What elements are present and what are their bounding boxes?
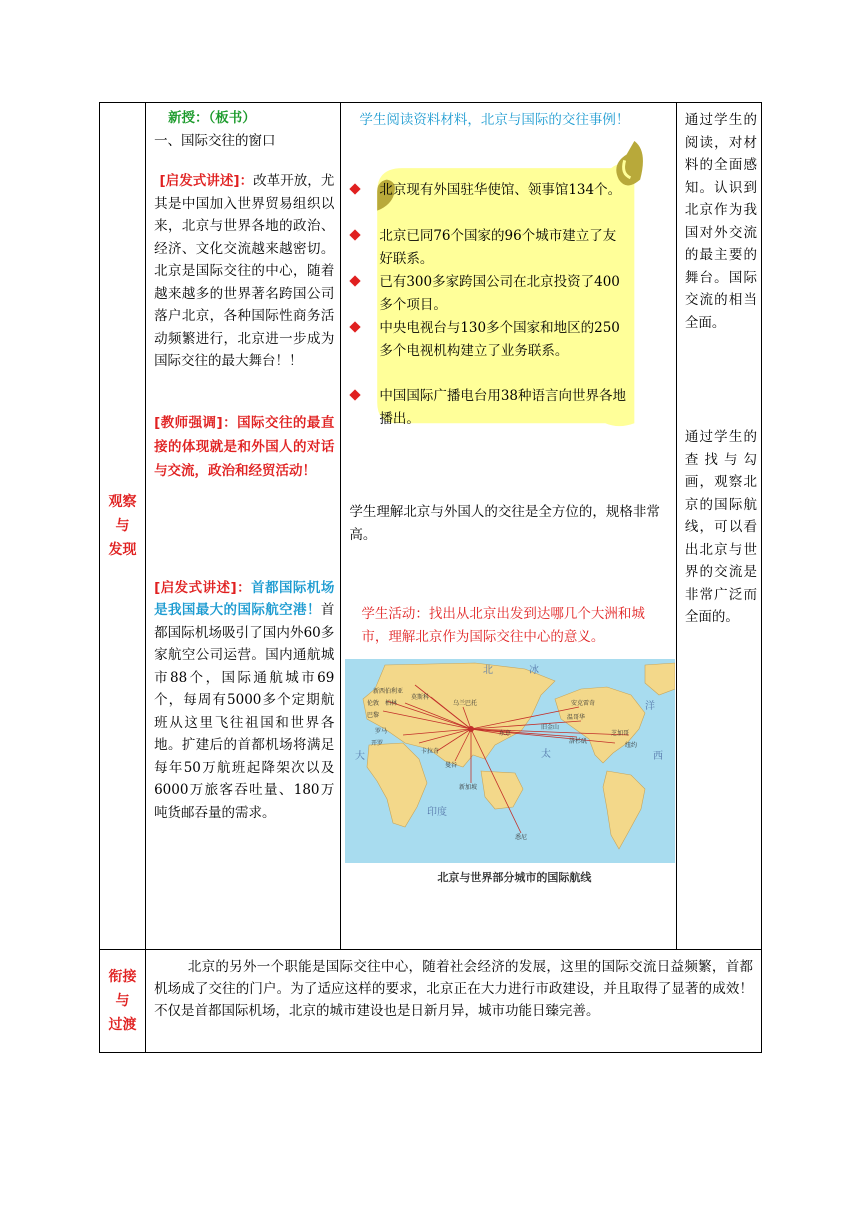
city-label: 安克雷奇 — [571, 700, 596, 707]
teacher-content — [146, 103, 340, 824]
fact-item — [379, 385, 629, 430]
row-transition — [100, 950, 762, 1053]
city-label: 柏林 — [385, 700, 398, 707]
ocean-label: 冰 — [529, 665, 540, 676]
side-label-line: 与 — [115, 518, 130, 534]
reading-intro: 学生阅读资料材料，北京与国际的交往事例！ — [359, 112, 630, 128]
teacher-cell — [146, 103, 341, 950]
side-label — [100, 490, 145, 562]
city-label: 开罗 — [371, 740, 384, 747]
lecture-text: 首都国际机场吸引了国内外60多家航空公司运营。国内通航城市88个，国际通航城市69个，每周有5000多个定期航班从这里飞往祖国和世界各地。扩建后的首都机场将满足每年50万航班起降架次以及6000万旅客吞吐量、180万吨货邮吞量的需求。 — [154, 602, 335, 821]
city-label: 芝加哥 — [611, 730, 630, 737]
city-label: 乌兰巴托 — [453, 700, 478, 707]
lesson-table — [99, 102, 762, 1053]
side-label-cell — [100, 950, 146, 1053]
fact-item — [379, 317, 629, 362]
lecture-tag: [启发式讲述]： — [159, 173, 254, 189]
city-label: 洛杉矶 — [569, 738, 588, 745]
city-label: 新加坡 — [459, 784, 478, 791]
purpose-2: 通过学生的查找与勾画，观察北京的国际航线，可以看出北京与世界的交流是非常广泛而全面的。 — [684, 429, 757, 625]
city-label: 东京 — [499, 730, 512, 737]
teacher-emphasis: [教师强调]：国际交往的最直接的体现就是和外国人的对话与交流，政治和经贸活动！ — [154, 414, 335, 479]
city-label: 曼谷 — [445, 762, 458, 769]
board-heading: 新授：（板书） — [168, 110, 256, 126]
student-content — [341, 103, 676, 949]
student-activity: 学生活动：找出从北京出发到达哪几个大洲和城市，理解北京作为国际交往中心的意义。 — [361, 606, 645, 645]
beijing-marker — [468, 726, 474, 732]
student-cell — [341, 103, 677, 950]
side-label-line: 与 — [115, 993, 130, 1009]
fact-text: 北京已同76个国家的96个城市建立了友好联系。 — [379, 228, 617, 267]
side-label-cell — [100, 103, 146, 950]
row-observe — [100, 103, 762, 950]
ocean-label: 洋 — [645, 701, 656, 712]
city-label: 悉尼 — [515, 834, 528, 841]
fact-text: 北京现有外国驻华使馆、领事馆134个。 — [379, 182, 622, 198]
city-label: 罗马 — [375, 728, 388, 735]
ocean-label: 大 — [355, 751, 366, 762]
side-label-line: 发现 — [108, 542, 137, 558]
map-caption: 北京与世界部分城市的国际航线 — [437, 871, 592, 884]
section-title: 一、国际交往的窗口 — [154, 132, 276, 149]
side-label-line: 观察 — [108, 494, 137, 510]
fact-text: 中国国际广播电台用38种语言向世界各地播出。 — [379, 388, 627, 427]
fact-text: 已有300多家跨国公司在北京投资了400多个项目。 — [379, 274, 620, 313]
side-label-line: 过渡 — [108, 1017, 137, 1033]
lecture-paragraph-2 — [154, 577, 334, 825]
city-label: 巴黎 — [367, 712, 380, 719]
student-understanding: 学生理解北京与外国人的交往是全方位的，规格非常高。 — [349, 504, 660, 543]
city-label: 温哥华 — [567, 714, 586, 721]
side-label-line: 衔接 — [108, 969, 137, 985]
lecture-paragraph-1 — [154, 170, 334, 373]
city-label: 卡拉奇 — [421, 748, 440, 755]
side-label — [100, 965, 145, 1037]
purpose-cell — [676, 103, 761, 950]
transition-cell — [146, 950, 762, 1053]
city-label: 莫斯科 — [411, 694, 430, 701]
fact-text: 中央电视台与130多个国家和地区的250多个电视机构建立了业务联系。 — [379, 320, 620, 359]
fact-item — [379, 225, 629, 270]
world-route-map — [345, 659, 675, 863]
city-label: 旧金山 — [541, 724, 560, 731]
city-label: 伦敦 — [367, 700, 380, 707]
ocean-label: 北 — [483, 665, 494, 676]
lecture-tag: [启发式讲述]： — [154, 579, 252, 596]
transition-text: 北京的另外一个职能是国际交往中心，随着社会经济的发展，这里的国际交流日益频繁，首都机场成了交往的门户。为了适应这样的要求，北京正在大力进行市政建设，并且取得了显著的成效！不仅是首都国际机场，北京的城市建设也是日新月异，城市功能日臻完善。 — [154, 959, 753, 1019]
lecture-highlight: 首都国际机场是我国最大的国际航空港！ — [154, 579, 335, 618]
city-label: 纽约 — [625, 742, 638, 749]
fact-item — [379, 179, 629, 202]
ocean-label: 西 — [653, 751, 664, 762]
ocean-label: 印度 — [427, 807, 448, 818]
ocean-label: 太 — [541, 749, 552, 760]
purpose-1: 通过学生的阅读，对材料的全面感知。认识到北京作为我国对外交流的最主要的舞台。国际交流的相当全面。 — [684, 112, 757, 331]
city-label: 新西伯利亚 — [373, 688, 404, 695]
lecture-text: 改革开放，尤其是中国加入世界贸易组织以来，北京与世界各地的政治、经济、文化交流越来越密切。北京是国际交往的中心，随着越来越多的世界著名跨国公司落户北京，各种国际性商务活动频繁进行，北京进一步成为国际交往的最大舞台！！ — [154, 173, 335, 369]
fact-item — [379, 271, 629, 316]
